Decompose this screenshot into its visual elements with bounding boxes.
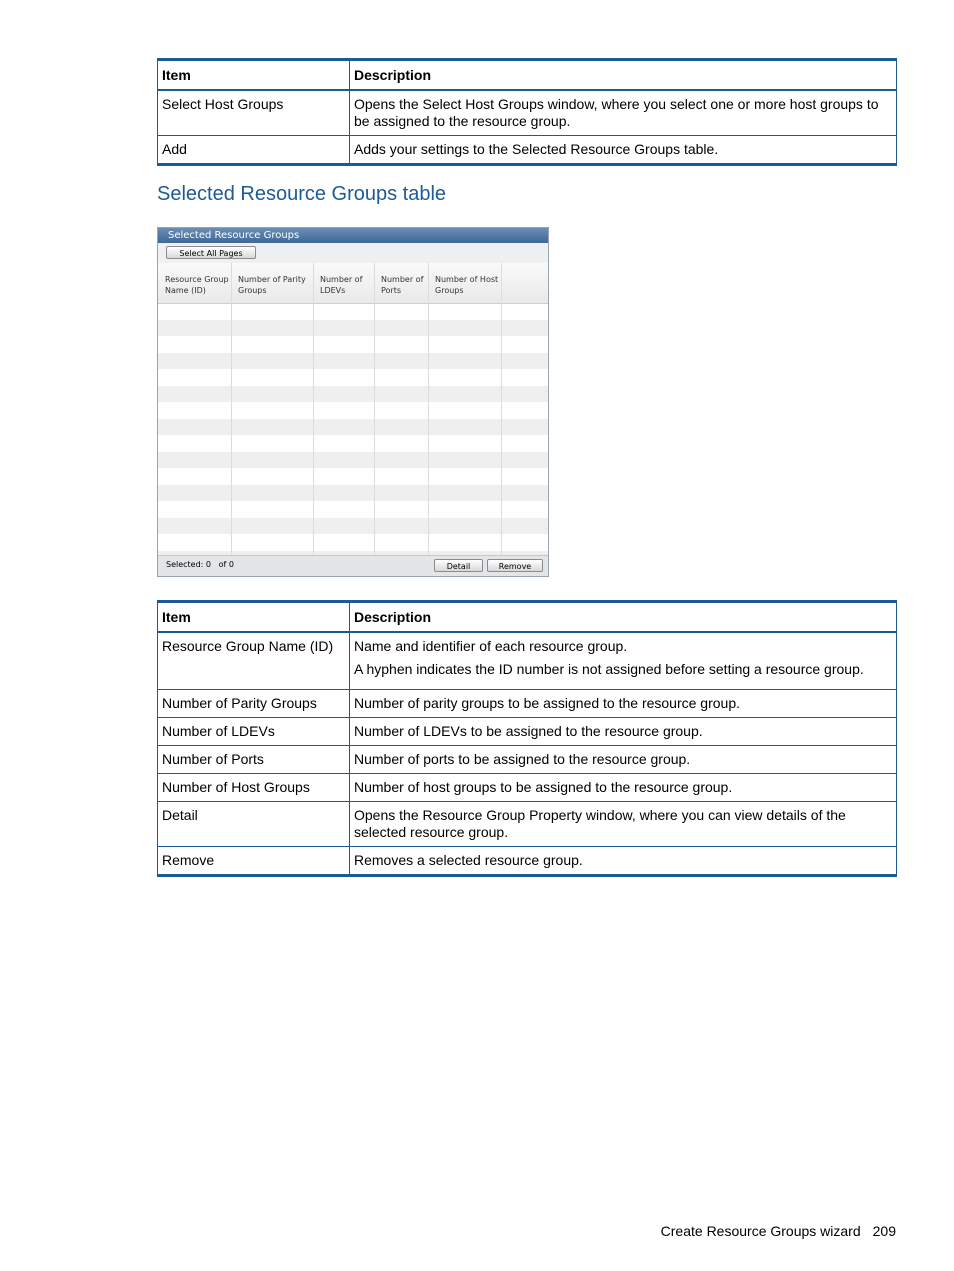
grid-row[interactable] <box>158 419 548 435</box>
item-cell: Select Host Groups <box>158 90 350 136</box>
detail-button[interactable]: Detail <box>434 559 483 572</box>
grid-row[interactable] <box>158 485 548 501</box>
header-item: Item <box>158 602 350 633</box>
item-cell: Number of Parity Groups <box>158 690 350 718</box>
remove-button[interactable]: Remove <box>487 559 543 572</box>
grid-header <box>158 263 548 304</box>
item-cell: Number of Host Groups <box>158 774 350 802</box>
selected-resource-groups-panel <box>157 227 549 577</box>
item-cell: Detail <box>158 802 350 847</box>
grid-row[interactable] <box>158 386 548 402</box>
items-table-top <box>157 58 897 166</box>
items-table-bottom <box>157 600 897 877</box>
header-description: Description <box>350 602 897 633</box>
grid-row[interactable] <box>158 518 548 534</box>
description-cell: Number of parity groups to be assigned to the resource group. <box>350 690 897 718</box>
table-row <box>158 690 897 718</box>
description-cell: Adds your settings to the Selected Resource Groups table. <box>350 136 897 165</box>
grid-row[interactable] <box>158 452 548 468</box>
column-header-parity-groups[interactable]: Number of Parity Groups <box>238 274 306 295</box>
description-cell: Number of LDEVs to be assigned to the resource group. <box>350 718 897 746</box>
description-cell: Number of ports to be assigned to the resource group. <box>350 746 897 774</box>
column-header-host-groups[interactable]: Number of Host Groups <box>435 274 499 295</box>
item-cell: Number of Ports <box>158 746 350 774</box>
column-divider <box>231 263 232 557</box>
description-cell: Removes a selected resource group. <box>350 847 897 876</box>
header-description: Description <box>350 60 897 91</box>
panel-footer <box>158 555 548 576</box>
grid-row[interactable] <box>158 320 548 336</box>
table-row <box>158 632 897 690</box>
item-cell: Number of LDEVs <box>158 718 350 746</box>
table-row <box>158 746 897 774</box>
column-header-ldevs[interactable]: Number of LDEVs <box>320 274 363 295</box>
page-number: 209 <box>872 1223 896 1239</box>
table-row <box>158 802 897 847</box>
grid-row[interactable] <box>158 353 548 369</box>
header-item: Item <box>158 60 350 91</box>
column-divider <box>501 263 502 557</box>
column-divider <box>428 263 429 557</box>
column-header-ports[interactable]: Number of Ports <box>381 274 424 295</box>
column-divider <box>313 263 314 557</box>
select-all-pages-button[interactable]: Select All Pages <box>166 246 256 259</box>
item-cell: Resource Group Name (ID) <box>158 632 350 690</box>
selection-status: Selected: 0 of 0 <box>166 560 235 569</box>
panel-toolbar <box>158 243 548 263</box>
page-footer <box>661 1223 896 1239</box>
table-row <box>158 136 897 165</box>
table-row <box>158 90 897 136</box>
description-cell: Opens the Select Host Groups window, where you select one or more host groups to be assigned to the resource group. <box>350 90 897 136</box>
column-header-resource-group-name[interactable]: Resource Group Name (ID) <box>165 274 229 295</box>
table-row <box>158 774 897 802</box>
description-cell: Number of host groups to be assigned to the resource group. <box>350 774 897 802</box>
panel-title: Selected Resource Groups <box>158 228 548 243</box>
column-divider <box>374 263 375 557</box>
item-cell: Add <box>158 136 350 165</box>
footer-section-title: Create Resource Groups wizard <box>660 1223 861 1239</box>
section-heading: Selected Resource Groups table <box>157 183 447 205</box>
description-cell: Opens the Resource Group Property window, where you can view details of the selected resource group. <box>350 802 897 847</box>
table-row <box>158 847 897 876</box>
item-cell: Remove <box>158 847 350 876</box>
description-cell: Name and identifier of each resource group. A hyphen indicates the ID number is not assigned before setting a resource group. <box>350 632 897 690</box>
table-row <box>158 718 897 746</box>
